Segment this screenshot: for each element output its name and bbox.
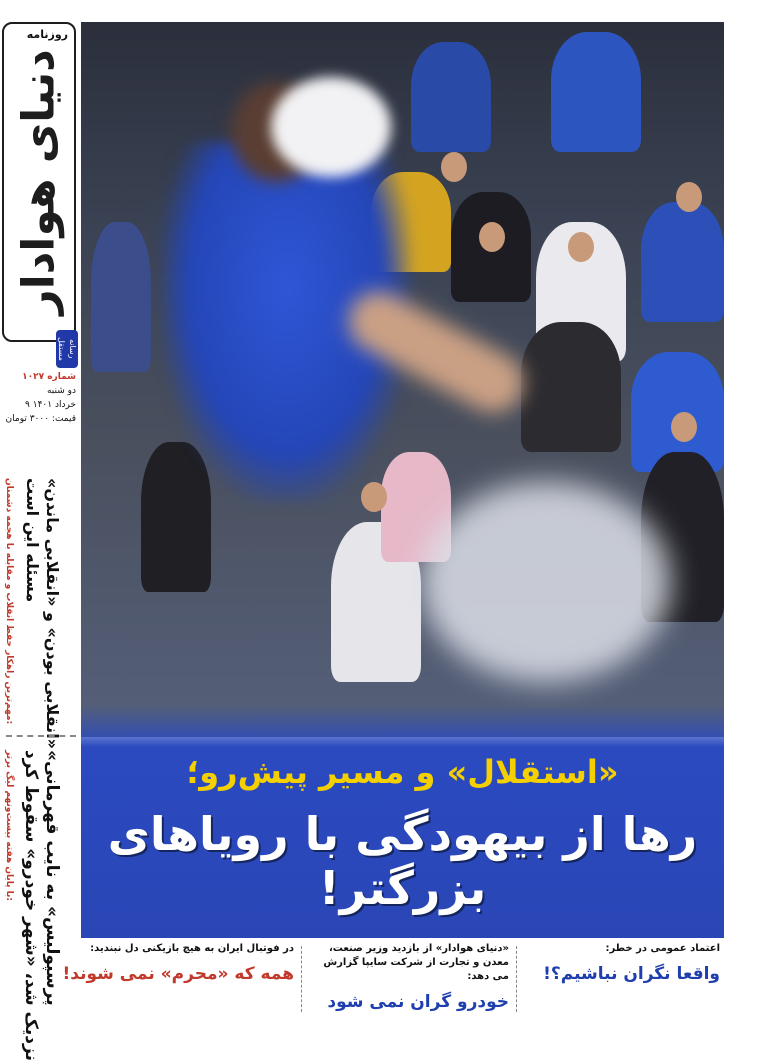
issue-info: [4, 370, 76, 426]
crowd-fan: [641, 202, 724, 322]
masthead-label: روزنامه: [26, 28, 68, 41]
sidebar-story2-kicker: با پایان هفته بیست‌ونهم لیگ برتر:: [4, 750, 14, 902]
sidebar-story1-kicker: مهم‌ترین راهکار حفظ انقلاب و مقابله با هجمه دشمنان:: [4, 478, 14, 725]
crowd-face: [671, 412, 697, 442]
sidebar-story2-line2: نزدیک شد، «شهر خودرو» سقوط کرد: [21, 750, 41, 1061]
crowd-face: [441, 152, 467, 182]
issue-date: ۹ خرداد ۱۴۰۱: [25, 400, 76, 410]
teaser-headline: واقعا نگران نباشیم؟!: [543, 964, 720, 984]
sidebar-divider: [6, 735, 76, 737]
cover-headline-panel[interactable]: [81, 705, 724, 938]
masthead[interactable]: [2, 22, 76, 342]
issue-number: شماره ۱۰۲۷: [22, 372, 76, 382]
teaser-item[interactable]: [525, 942, 720, 1020]
crowd-fan: [91, 222, 151, 372]
sidebar-story1-headline[interactable]: [22, 478, 62, 749]
sidebar-story1-line1: «انقلابی بودن» و «انقلابی ماندن»: [43, 478, 62, 750]
crowd-fan: [551, 32, 641, 152]
cover-title: رها از بیهودگی با رویاهای بزرگتر!: [107, 807, 698, 915]
crowd-fan: [521, 322, 621, 452]
blurred-player-white: [421, 482, 671, 682]
teaser-headline: همه که «محرم» نمی شوند!: [62, 964, 294, 984]
cover-photo: [81, 22, 724, 737]
crowd-face: [676, 182, 702, 212]
sidebar-story1-line2: مسئله این است: [23, 478, 42, 603]
crowd-fan: [411, 42, 491, 152]
crowd-face: [568, 232, 594, 262]
ball: [271, 77, 391, 177]
sidebar-story2-headline[interactable]: [20, 750, 62, 1061]
teaser-kicker: اعتماد عمومی در خطر:: [605, 943, 720, 954]
teaser-item[interactable]: [309, 942, 509, 1020]
sidebar-story2-line1: «پرسپولیس» به نایب قهرمانی: [42, 750, 62, 1006]
issue-price: قیمت: ۳۰۰۰ تومان: [5, 414, 76, 424]
issue-weekday: دو شنبه: [46, 386, 76, 396]
teaser-headline: خودرو گران نمی شود: [327, 992, 509, 1012]
crowd-face: [479, 222, 505, 252]
teaser-kicker: «دنیای هوادار» از بازدید وزیر صنعت، معدن و تجارت از شرکت سایپا گزارش می دهد:: [323, 943, 509, 982]
bottom-teasers: [62, 942, 724, 1022]
cover-kicker: «استقلال» و مسیر پیش‌رو؛: [186, 753, 619, 791]
independent-media-badge: رسانه مستقل: [56, 330, 78, 368]
masthead-logo: دنیای هوادار: [13, 49, 65, 315]
sidebar: [0, 0, 80, 1061]
teaser-kicker: در فوتبال ایران به هیچ بازیکنی دل نبندید:: [90, 943, 294, 954]
teaser-divider: [301, 946, 302, 1012]
teaser-item[interactable]: [62, 942, 294, 1020]
teaser-divider: [516, 946, 517, 1012]
